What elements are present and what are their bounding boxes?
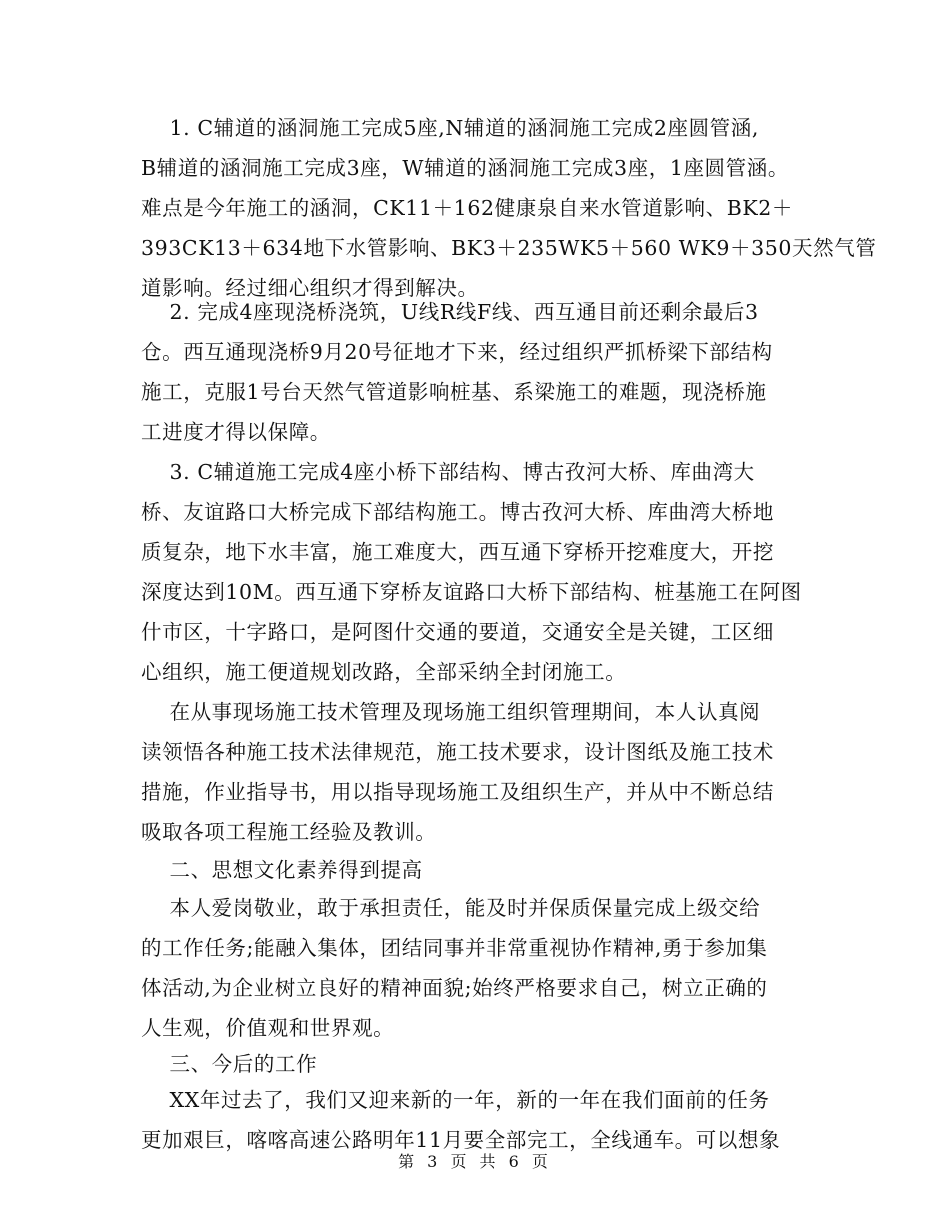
- text-line: 吸取各项工程施工经验及教训。: [141, 820, 437, 844]
- text-line: 措施，作业指导书，用以指导现场施工及组织生产，并从中不断总结: [141, 780, 774, 804]
- text-line: 更加艰巨，喀喀高速公路明年11月要全部完工，全线通车。可以想象: [141, 1128, 781, 1152]
- text-line: 心组织，施工便道规划改路，全部采纳全封闭施工。: [141, 660, 627, 684]
- text-line: XX年过去了，我们又迎来新的一年，新的一年在我们面前的任务: [141, 1088, 770, 1112]
- text-line: 质复杂，地下水丰富，施工难度大，西互通下穿桥开挖难度大，开挖: [141, 540, 774, 564]
- text-line: 仓。西互通现浇桥9月20号征地才下来，经过组织严抓桥梁下部结构: [141, 340, 773, 364]
- text-line: 本人爱岗敬业，敢于承担责任，能及时并保质保量完成上级交给: [141, 896, 761, 920]
- section-heading: 三、今后的工作: [141, 1052, 318, 1076]
- text-line: 体活动,为企业树立良好的精神面貌;始终严格要求自己，树立正确的: [141, 976, 768, 1000]
- text-line: 难点是今年施工的涵洞，CK11＋162健康泉自来水管道影响、BK2＋: [141, 196, 794, 220]
- text-line: 2. 完成4座现浇桥浇筑，U线R线F线、西互通目前还剩余最后3: [141, 300, 759, 324]
- text-line: 道影响。经过细心组织才得到解决。: [141, 276, 479, 300]
- text-line: 工进度才得以保障。: [141, 420, 331, 444]
- text-line: 什市区，十字路口，是阿图什交通的要道，交通安全是关键，工区细: [141, 620, 774, 644]
- text-line: 人生观，价值观和世界观。: [141, 1016, 395, 1040]
- text-line: 施工，克服1号台天然气管道影响桩基、系梁施工的难题，现浇桥施: [141, 380, 767, 404]
- text-line: 读领悟各种施工技术法律规范，施工技术要求，设计图纸及施工技术: [141, 740, 774, 764]
- page-number-footer: 第 3 页 共 6 页: [398, 1152, 552, 1171]
- section-heading: 二、思想文化素养得到提高: [141, 858, 423, 882]
- text-line: 桥、友谊路口大桥完成下部结构施工。博古孜河大桥、库曲湾大桥地: [141, 500, 774, 524]
- text-line: 在从事现场施工技术管理及现场施工组织管理期间，本人认真阅: [141, 700, 761, 724]
- text-line: 的工作任务;能融入集体，团结同事并非常重视协作精神,勇于参加集: [141, 936, 768, 960]
- text-line: 深度达到10M。西互通下穿桥友谊路口大桥下部结构、桩基施工在阿图: [141, 580, 802, 604]
- text-line: 3. C辅道施工完成4座小桥下部结构、博古孜河大桥、库曲湾大: [141, 460, 755, 484]
- text-line: 393CK13＋634地下水管影响、BK3＋235WK5＋560 WK9＋350天然气管: [141, 236, 877, 260]
- text-line: 1. C辅道的涵洞施工完成5座,N辅道的涵洞施工完成2座圆管涵,: [141, 116, 759, 140]
- text-line: B辅道的涵洞施工完成3座，W辅道的涵洞施工完成3座，1座圆管涵。: [141, 156, 789, 180]
